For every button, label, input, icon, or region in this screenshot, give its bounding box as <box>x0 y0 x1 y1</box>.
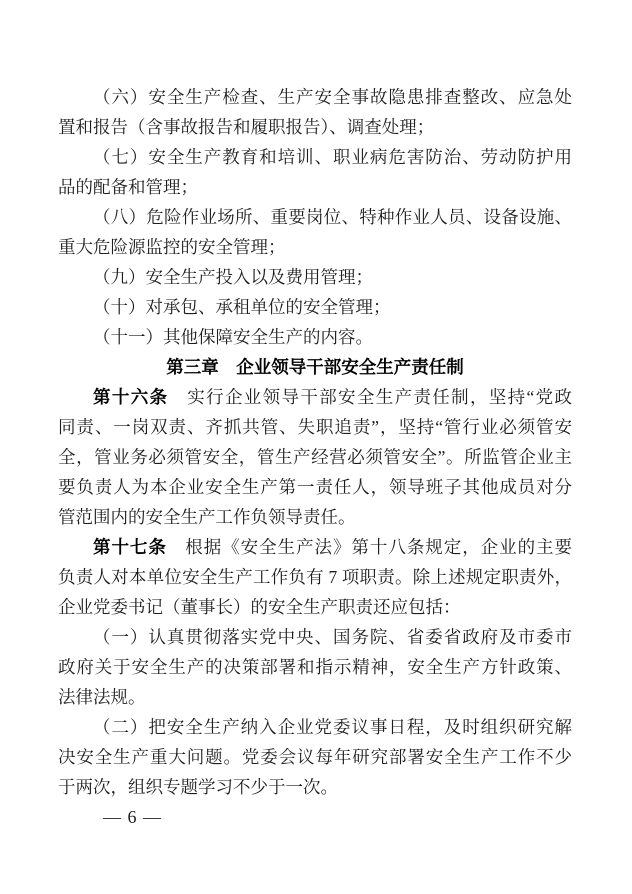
text-run: （七）安全生产教育和培训、职业病危害防治、劳动防护用 <box>93 147 572 167</box>
text-run: 同责、一岗双责、齐抓共管、失职追责”，坚持“管行业必须管安 <box>58 417 572 437</box>
text-run: 置和报告（含事故报告和履职报告）、调查处理； <box>58 117 435 137</box>
text-run: （二）把安全生产纳入企业党委议事日程，及时组织研究解 <box>93 717 572 737</box>
text-line <box>58 292 572 322</box>
text-line <box>58 502 572 532</box>
text-run: 全，管业务必须管安全，管生产经营必须管安全”。所监管企业主 <box>58 447 572 467</box>
text-run: 品的配备和管理； <box>58 177 198 197</box>
text-line <box>58 532 572 562</box>
text-run: 政府关于安全生产的决策部署和指示精神，安全生产方针政策、 <box>58 657 572 677</box>
chapter-heading <box>58 352 572 382</box>
text-run: （八）危险作业场所、重要岗位、特种作业人员、设备设施、 <box>93 207 572 227</box>
text-run: （十）对承包、承租单位的安全管理； <box>93 297 391 317</box>
text-line <box>58 142 572 172</box>
text-line <box>58 442 572 472</box>
text-run: 于两次，组织专题学习不少于一次。 <box>58 777 338 797</box>
text-line <box>58 472 572 502</box>
bold-text-run: 第三章 企业领导干部安全生产责任制 <box>166 357 464 377</box>
text-line <box>58 112 572 142</box>
text-line <box>58 322 572 352</box>
text-line <box>58 382 572 412</box>
bold-text-run: 第十六条 <box>93 387 169 407</box>
text-run: 根据《安全生产法》第十八条规定，企业的主要 <box>166 537 573 557</box>
text-run: 要负责人为本企业安全生产第一责任人，领导班子其他成员对分 <box>58 477 572 497</box>
text-line <box>58 712 572 742</box>
text-line <box>58 202 572 232</box>
text-run: 实行企业领导干部安全生产责任制，坚持“党政 <box>168 387 572 407</box>
text-line <box>58 682 572 712</box>
text-line <box>58 592 572 622</box>
text-run: 法律法规。 <box>58 687 146 707</box>
text-run: 负责人对本单位安全生产工作负有 7 项职责。除上述规定职责外， <box>58 567 572 587</box>
text-run: （十一）其他保障安全生产的内容。 <box>93 327 373 347</box>
text-line <box>58 262 572 292</box>
text-line <box>58 412 572 442</box>
text-line <box>58 652 572 682</box>
text-run: 管范围内的安全生产工作负领导责任。 <box>58 507 356 527</box>
text-line <box>58 562 572 592</box>
text-run: （一）认真贯彻落实党中央、国务院、省委省政府及市委市 <box>93 627 572 647</box>
text-line <box>58 232 572 262</box>
text-run: 企业党委书记（董事长）的安全生产职责还应包括： <box>58 597 461 617</box>
text-run: 重大危险源监控的安全管理； <box>58 237 286 257</box>
document-body <box>58 82 572 802</box>
text-run: （九）安全生产投入以及费用管理； <box>93 267 373 287</box>
text-line <box>58 742 572 772</box>
text-line <box>58 172 572 202</box>
text-line <box>58 622 572 652</box>
text-run: （六）安全生产检查、生产安全事故隐患排查整改、应急处 <box>93 87 572 107</box>
page-number: — 6 — <box>103 807 162 827</box>
text-run: 决安全生产重大问题。党委会议每年研究部署安全生产工作不少 <box>58 747 572 767</box>
text-line <box>58 82 572 112</box>
text-line <box>58 772 572 802</box>
bold-text-run: 第十七条 <box>93 537 167 557</box>
